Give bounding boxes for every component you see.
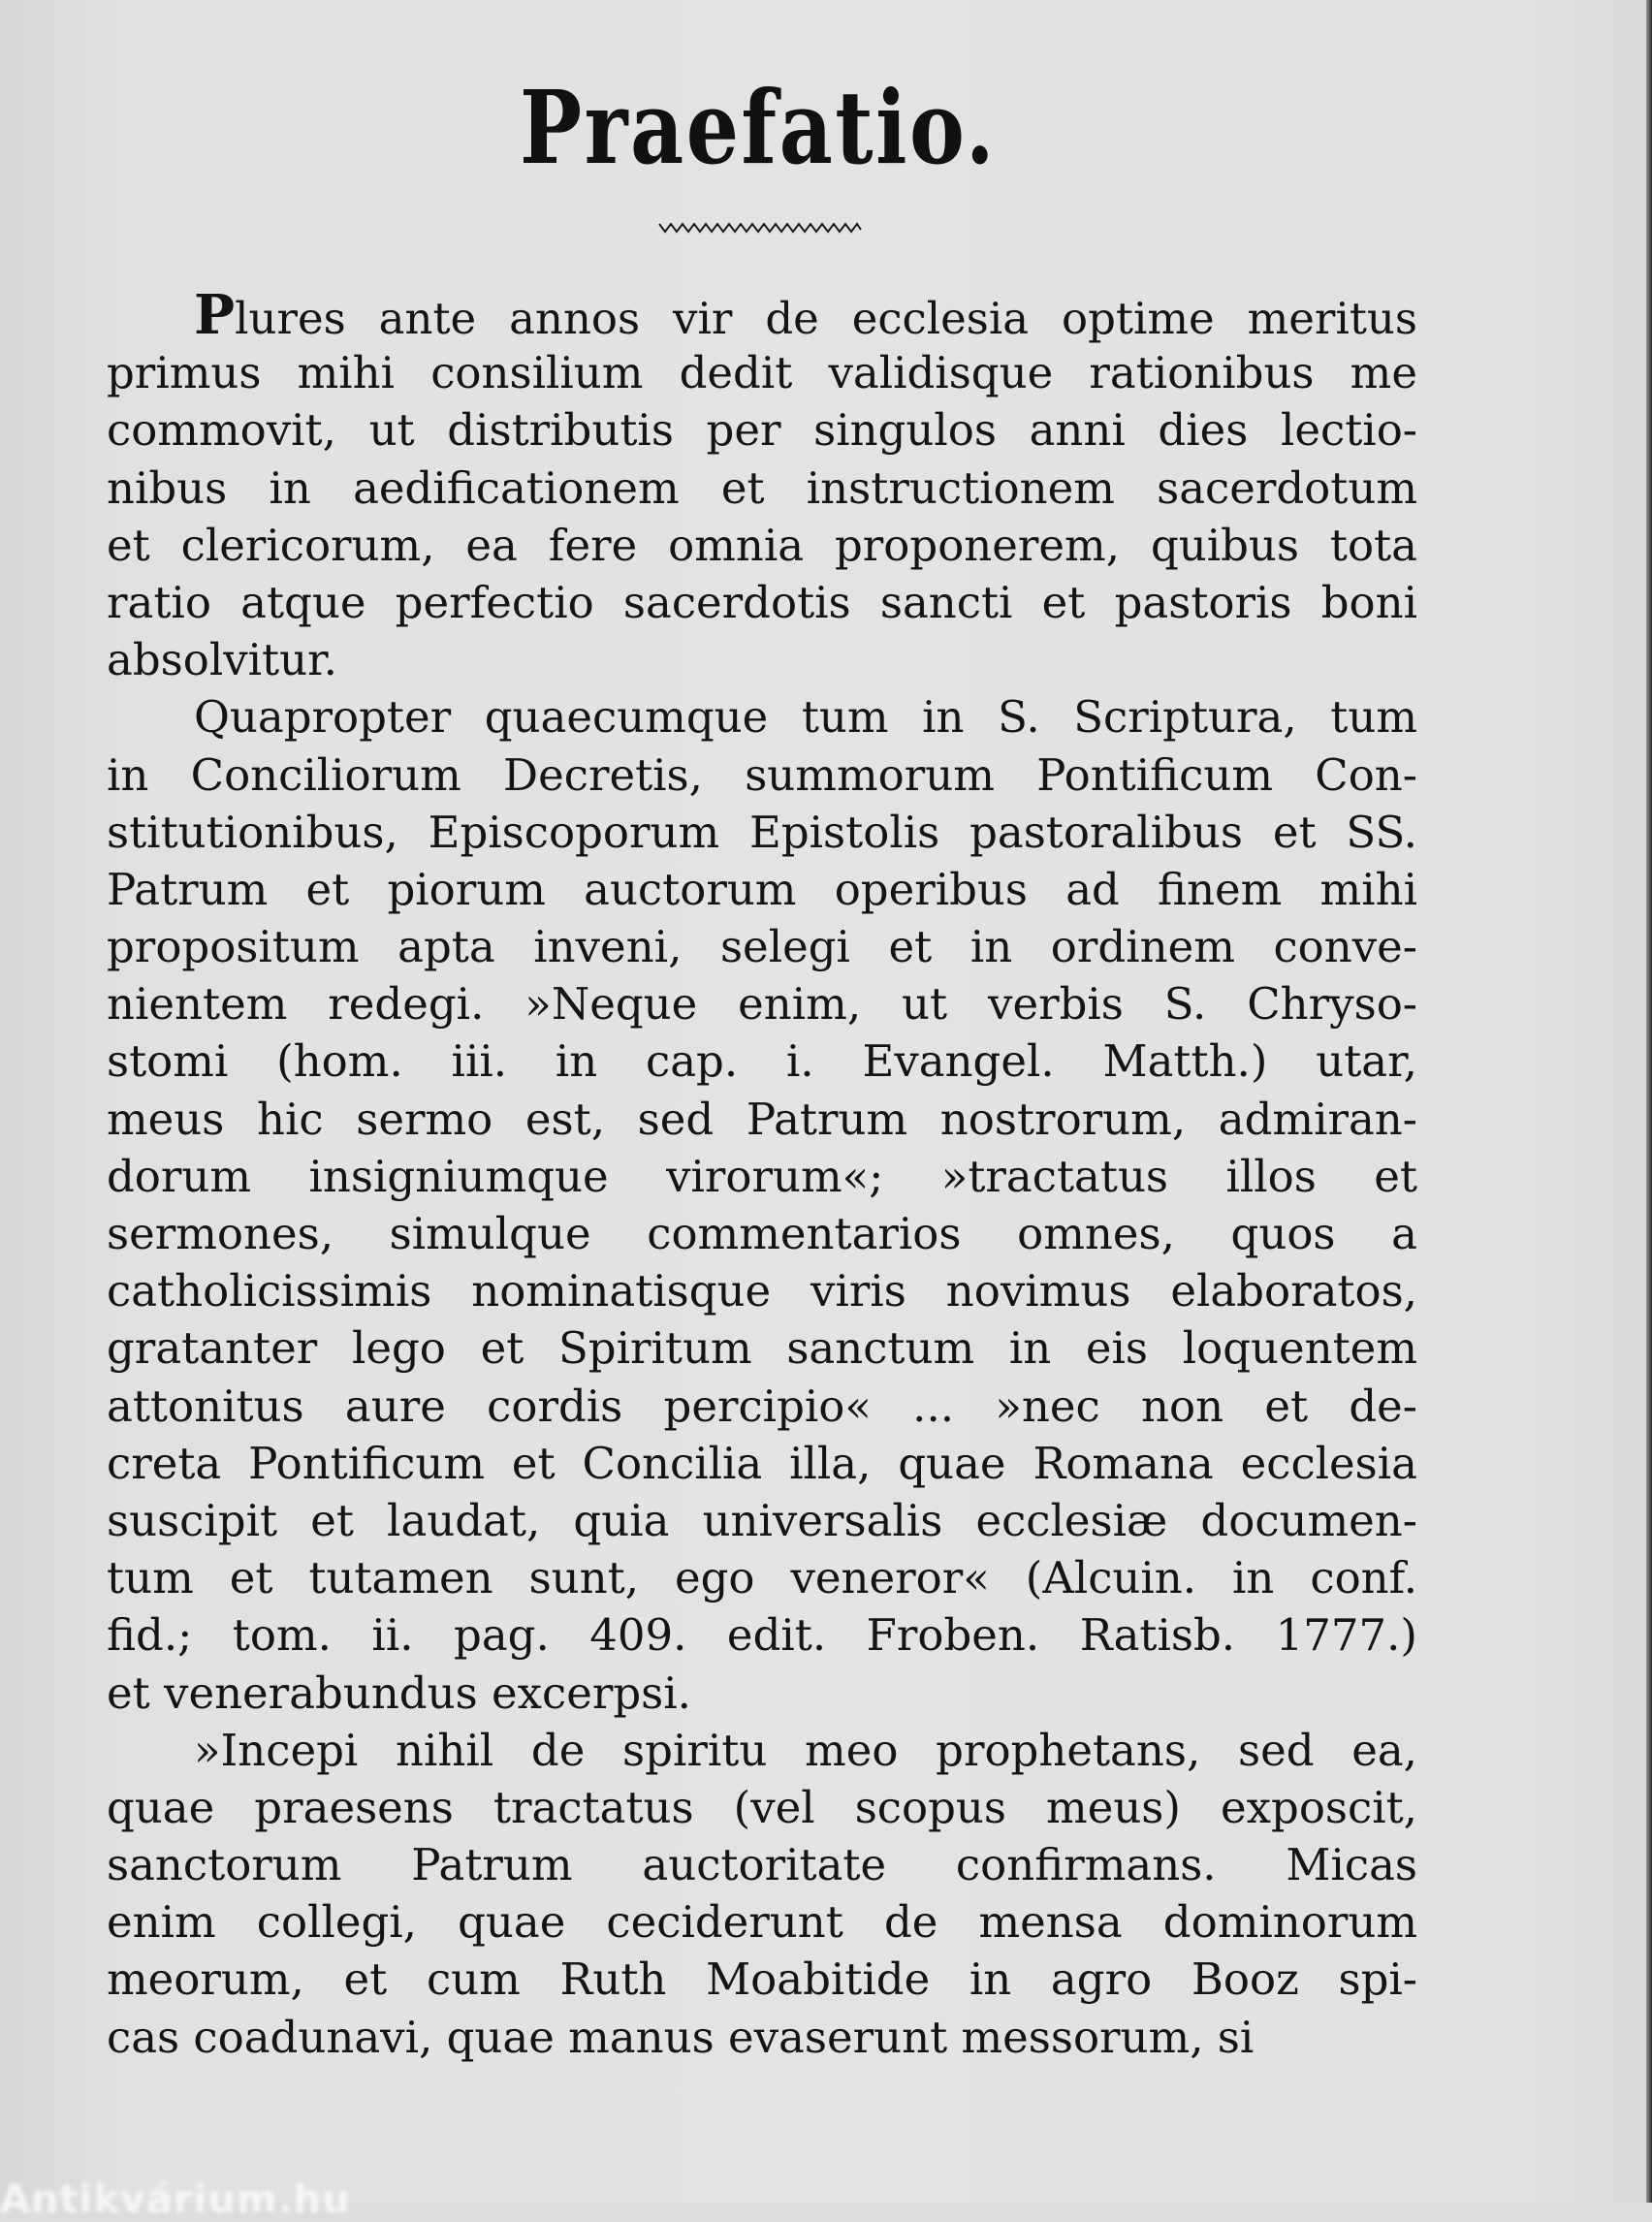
wavy-rule-ornament — [657, 221, 863, 235]
page-title: Praefatio. — [520, 68, 997, 187]
paragraph — [107, 283, 1417, 688]
text-line: sanctorum Patrum auctoritate confirmans. Micas — [107, 1839, 1417, 1891]
text-line: tum et tutamen sunt, ego veneror« (Alcuin. in conf. — [107, 1552, 1417, 1604]
text-line: meorum, et cum Ruth Moabitide in agro Booz spi- — [107, 1953, 1417, 2006]
paragraph — [107, 688, 1417, 1721]
text-line: stomi (hom. iii. in cap. i. Evangel. Matth.) utar, — [107, 1035, 1417, 1088]
paragraph — [107, 1722, 1417, 2066]
page-edge — [1646, 0, 1652, 2203]
text-line: Quapropter quaecumque tum in S. Scriptura, tum — [194, 691, 1417, 744]
text-line: ratio atque perfectio sacerdotis sancti et pastoris boni — [107, 576, 1417, 628]
text-line: meus hic sermo est, sed Patrum nostrorum, admiran- — [107, 1093, 1417, 1145]
text-line: »Incepi nihil de spiritu meo prophetans, sed ea, — [194, 1724, 1417, 1776]
text-line: enim collegi, quae ceciderunt de mensa dominorum — [107, 1896, 1417, 1949]
text-line: et clericorum, ea fere omnia proponerem, quibus tota — [107, 519, 1417, 571]
text-line: nientem redegi. »Neque enim, ut verbis S. Chryso- — [107, 978, 1417, 1031]
text-line: primus mihi consilium dedit validisque rationibus me — [107, 347, 1417, 399]
text-line: attonitus aure cordis percipio« ... »nec non et de- — [107, 1380, 1417, 1432]
body-text — [107, 283, 1417, 2066]
text-line: creta Pontificum et Concilia illa, quae Romana ecclesia — [107, 1437, 1417, 1489]
text-line: catholicissimis nominatisque viris novimus elaboratos, — [107, 1265, 1417, 1317]
text-line: Plures ante annos vir de ecclesia optime meritus — [194, 283, 1417, 347]
text-line: suscipit et laudat, quia universalis ecclesiæ documen- — [107, 1494, 1417, 1546]
text-line: Patrum et piorum auctorum operibus ad finem mihi — [107, 863, 1417, 915]
text-line: et venerabundus excerpsi. — [107, 1666, 691, 1719]
text-line: propositum apta inveni, selegi et in ordinem conve- — [107, 921, 1417, 973]
text-line: quae praesens tractatus (vel scopus meus) exposcit, — [107, 1781, 1417, 1833]
text-line: sermones, simulque commentarios omnes, quos a — [107, 1208, 1417, 1259]
text-line: fid.; tom. ii. pag. 409. edit. Froben. Ratisb. 1777.) — [107, 1609, 1417, 1662]
text-line: dorum insigniumque virorum«; »tractatus illos et — [107, 1150, 1417, 1202]
text-line: absolvitur. — [107, 634, 337, 686]
watermark: Antikvárium.hu — [0, 2177, 351, 2222]
text-line: in Conciliorum Decretis, summorum Pontificum Con- — [107, 748, 1417, 801]
text-line: nibus in aedificationem et instructionem sacerdotum — [107, 461, 1417, 514]
initial-letter: P — [194, 283, 236, 347]
text-line: cas coadunavi, quae manus evaserunt messorum, si — [107, 2011, 1255, 2063]
text-line: commovit, ut distributis per singulos anni dies lectio- — [107, 404, 1417, 457]
text-line: stitutionibus, Episcoporum Epistolis pastoralibus et SS. — [107, 806, 1417, 858]
text-line: gratanter lego et Spiritum sanctum in eis loquentem — [107, 1322, 1417, 1375]
